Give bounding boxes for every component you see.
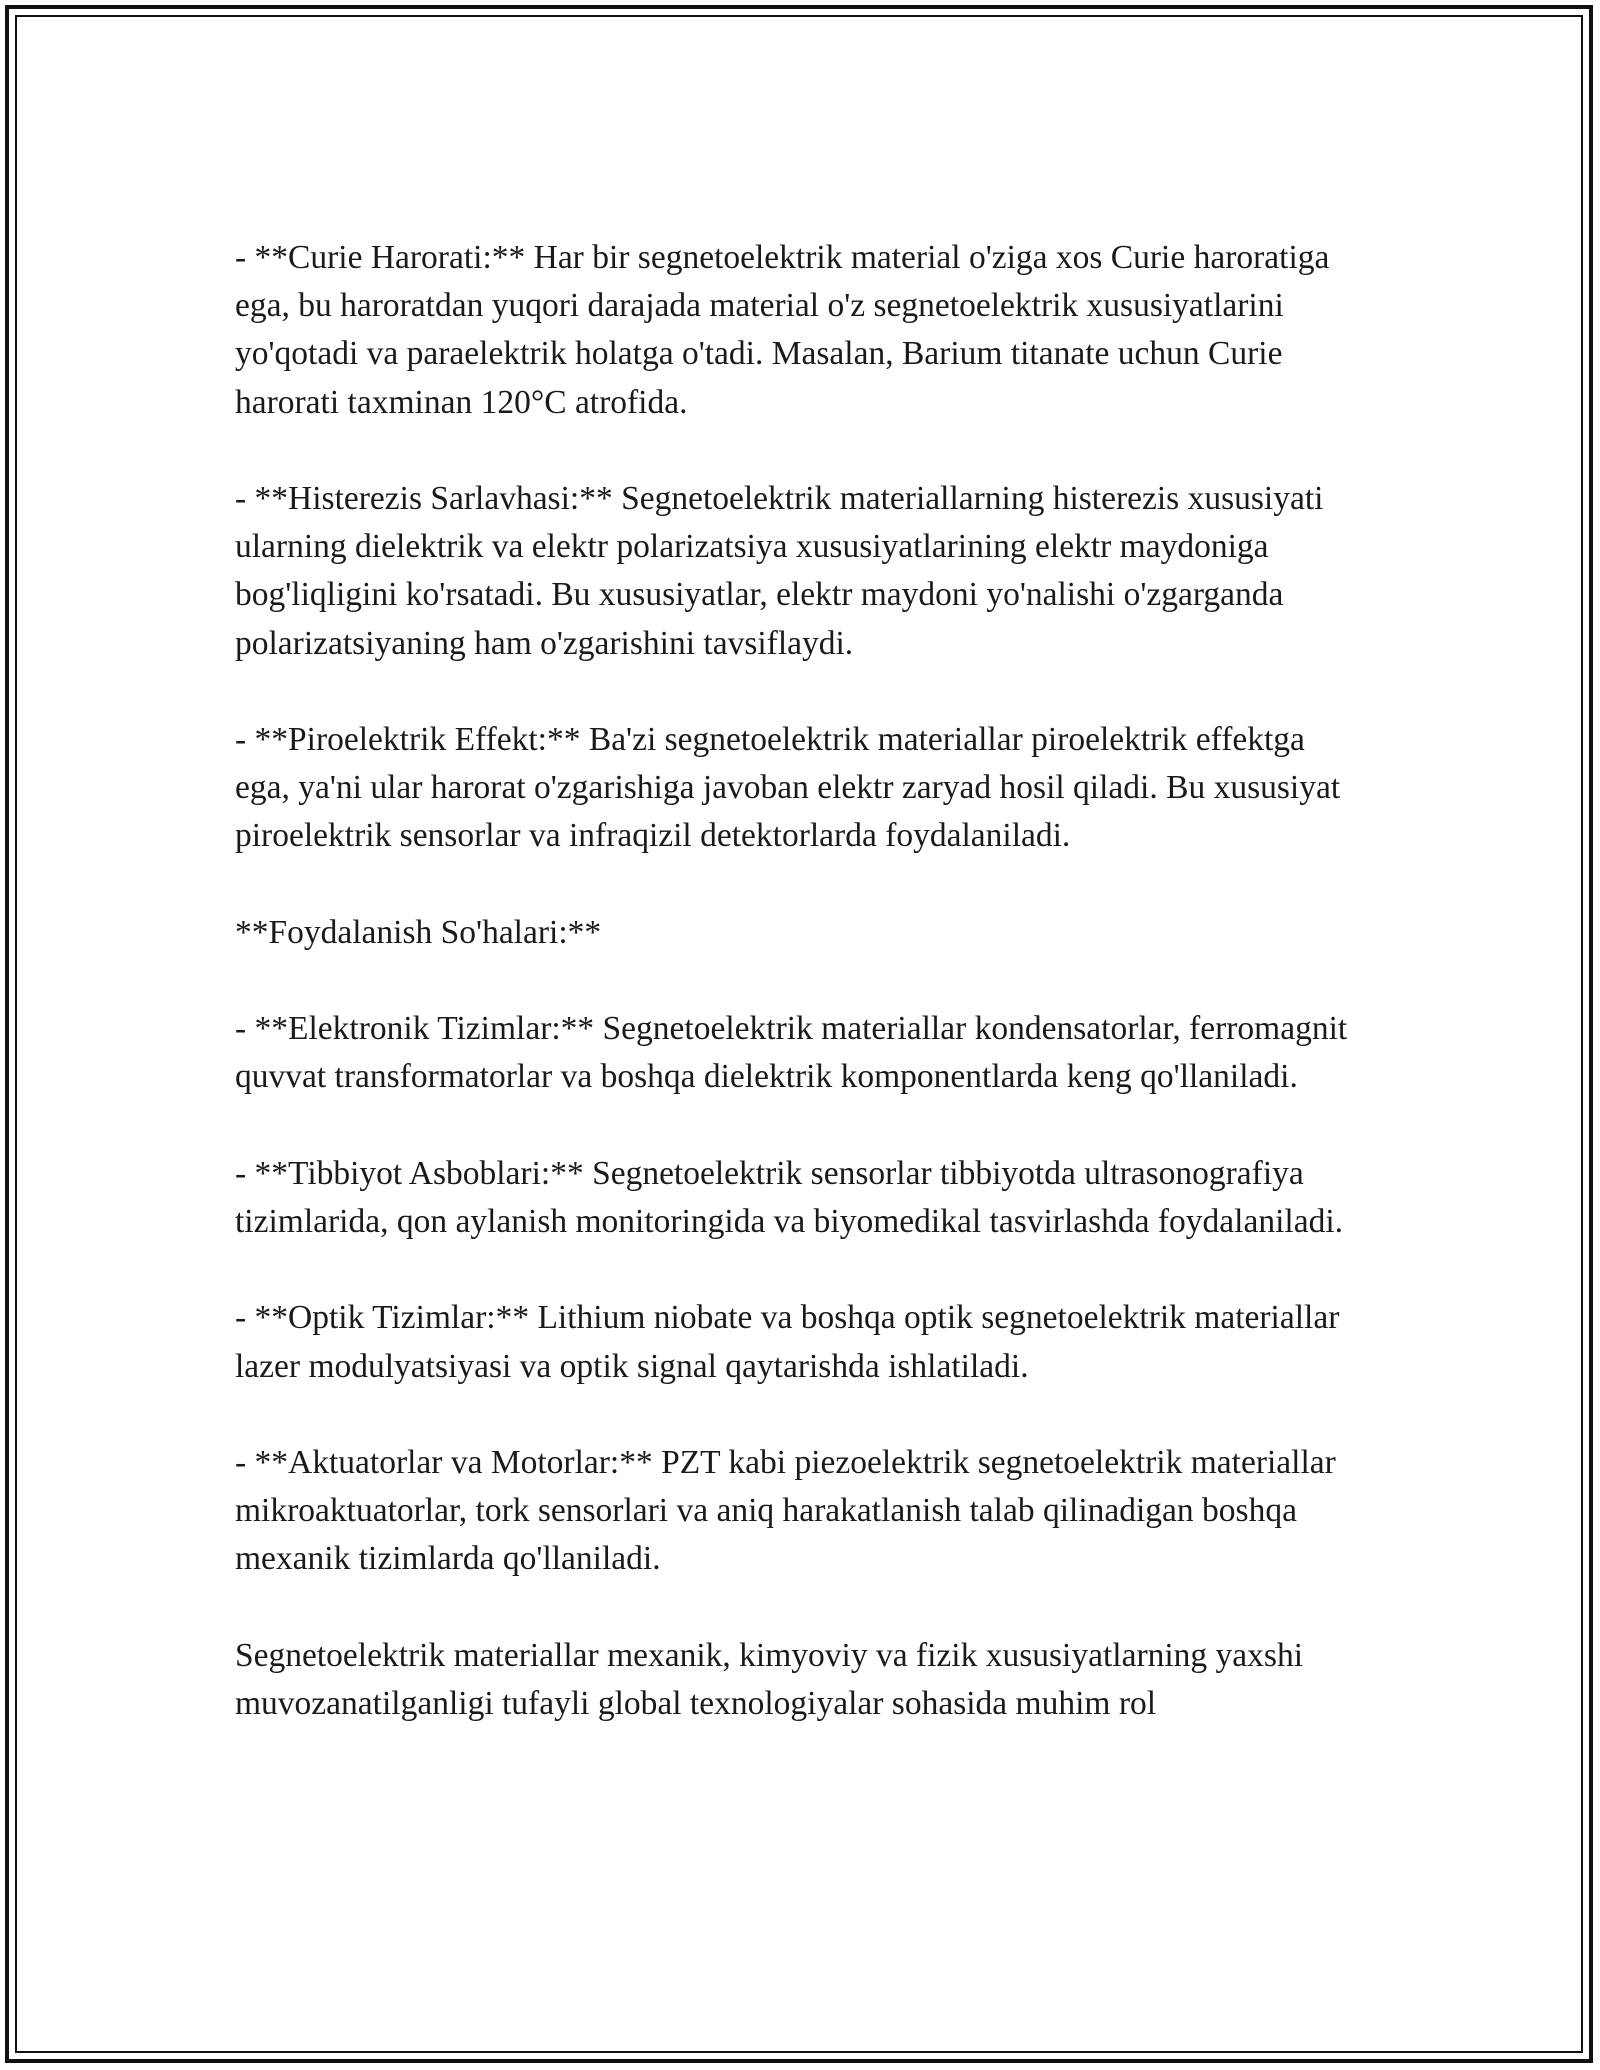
paragraph-tibbiyot-asboblari: - **Tibbiyot Asboblari:** Segnetoelektrik sensorlar tibbiyotda ultrasonografiya tizimlarida, qon aylanish monitoringida va biyomedikal tasvirlashda foydalaniladi. xyxy=(235,1154,1344,1240)
paragraph-aktuatorlar: - **Aktuatorlar va Motorlar:** PZT kabi piezoelektrik segnetoelektrik materiallar mikroaktuatorlar, tork sensorlari va aniq harakatlanish talab qilinadigan boshqa mexanik tizimlarda qo'llaniladi. xyxy=(235,1443,1336,1578)
paragraph-histerezis: - **Histerezis Sarlavhasi:** Segnetoelektrik materiallarning histerezis xususiyati ularning dielektrik va elektr polarizatsiya xususiyatlarining elektr maydoniga bog'liqligini ko'rsatadi. Bu xususiyatlar, elektr maydoni yo'nalishi o'zgarganda polarizatsiyaning ham o'zgarishini tavsiflaydi. xyxy=(235,480,1324,662)
paragraph-piroelektrik-effekt: - **Piroelektrik Effekt:** Ba'zi segnetoelektrik materiallar piroelektrik effektga ega, ya'ni ular harorat o'zgarishiga javoban elektr zaryad hosil qiladi. Bu xususiyat piroelektrik sensorlar va infraqizil detektorlarda foydalaniladi. xyxy=(235,721,1341,855)
paragraph-elektronik-tizimlar: - **Elektronik Tizimlar:** Segnetoelektrik materiallar kondensatorlar, ferromagnit quvvat transformatorlar va boshqa dielektrik komponentlarda keng qo'llaniladi. xyxy=(235,1010,1348,1096)
section-heading-foydalanish: **Foydalanish So'halari:** xyxy=(235,913,602,951)
paragraph-optik-tizimlar: - **Optik Tizimlar:** Lithium niobate va boshqa optik segnetoelektrik materiallar lazer modulyatsiyasi va optik signal qaytarishda ishlatiladi. xyxy=(235,1299,1340,1385)
paragraph-curie-harorati: - **Curie Harorati:** Har bir segnetoelektrik material o'ziga xos Curie haroratiga ega, bu haroratdan yuqori darajada material o'z segnetoelektrik xususiyatlarini yo'qotadi va paraelektrik holatga o'tadi. Masalan, Barium titanate uchun Curie harorati taxminan 120°C atrofida. xyxy=(235,239,1330,421)
paragraph-conclusion: Segnetoelektrik materiallar mexanik, kimyoviy va fizik xususiyatlarning yaxshi muvozanatilganligi tufayli global texnologiyalar sohasida muhim rol xyxy=(235,1636,1304,1722)
document-body xyxy=(235,234,1365,1728)
